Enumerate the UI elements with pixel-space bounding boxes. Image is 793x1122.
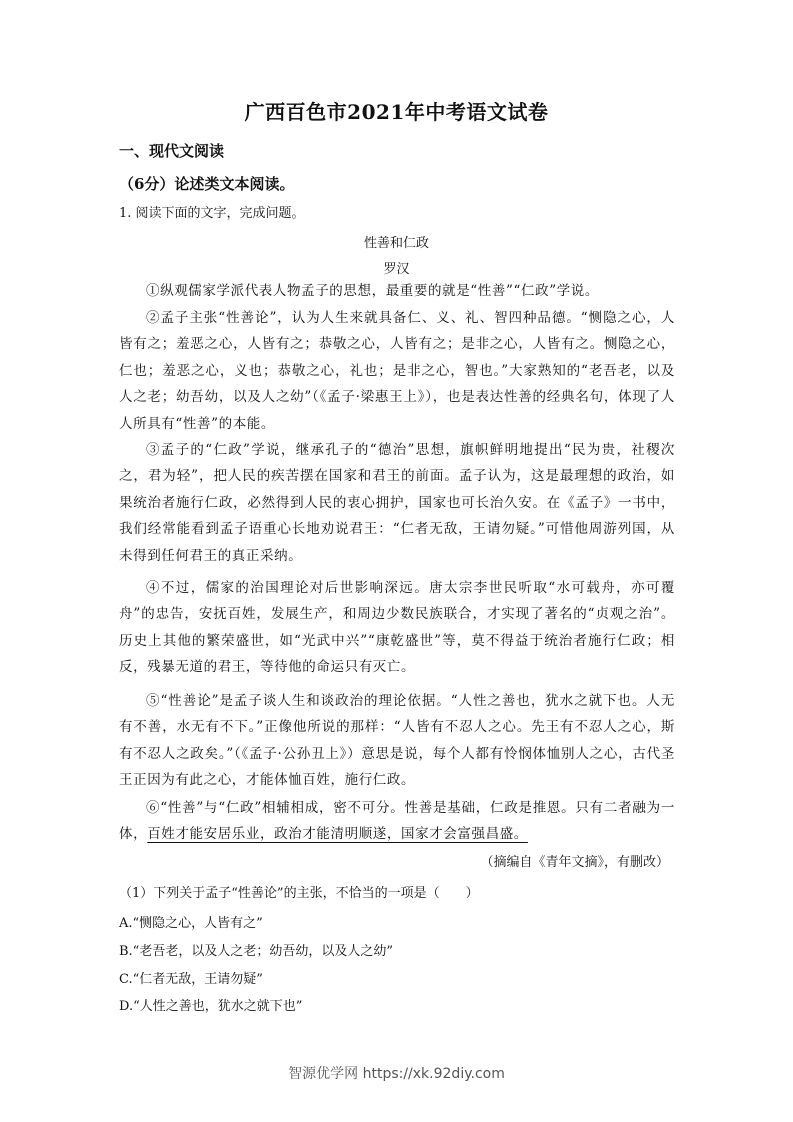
article-author: 罗汉 <box>383 262 410 277</box>
article-source: （摘编自《青年文摘》，有删改） <box>480 855 669 870</box>
underlined-sentence: 百姓才能安居乐业，政治才能清明顺遂，国家才会富强昌盛。 <box>147 826 528 843</box>
page-title: 广西百色市2021年中考语文试卷 <box>244 100 549 124</box>
article-paragraph-3: ③孟子的“仁政”学说，继承孔子的“德治”思想，旗帜鲜明地提出“民为贵，社稷次之，君为轻”，把人民的疾苦摆在国家和君王的前面。孟子认为，这是最理想的政治，如果统治者施行仁政，必然得到人民的衷心拥护，国家也可长治久安。在《孟子》一书中，我们经常能看到孟子语重心长地劝说君王：“仁者无敌，王请勿疑。”可惜他周游列国，从未得到任何君王的真正采纳。 <box>119 442 675 564</box>
question-instruction: 1. 阅读下面的文字，完成问题。 <box>119 206 305 221</box>
option-c: C.“仁者无敌，王请勿疑” <box>119 972 263 987</box>
option-a: A.“恻隐之心，人皆有之” <box>119 916 263 931</box>
section-heading: 一、现代文阅读 <box>119 142 225 160</box>
article-paragraph-2: ②孟子主张“性善论”，认为人生来就具备仁、义、礼、智四种品德。“恻隐之心，人皆有之；羞恶之心，人皆有之；恭敬之心，人皆有之；是非之心，人皆有之。恻隐之心，仁也；羞恶之心，义也；恭敬之心，礼也；是非之心，智也。”大家熟知的“老吾老，以及人之老；幼吾幼，以及人之幼”（《孟子·梁惠王上》），也是表达性善的经典名句，体现了人人所具有“性善”的本能。 <box>119 310 675 432</box>
footer-watermark: 智源优学网 https://xk.92diy.com <box>288 1066 505 1082</box>
subsection-heading: （6分）论述类文本阅读。 <box>119 175 295 193</box>
option-b: B.“老吾老，以及人之老；幼吾幼，以及人之幼” <box>119 944 393 959</box>
question-stem: （1）下列关于孟子“性善论”的主张，不恰当的一项是（ ） <box>119 886 479 901</box>
option-d: D.“人性之善也，犹水之就下也” <box>119 999 303 1014</box>
article-paragraph-1: ①纵观儒家学派代表人物孟子的思想，最重要的就是“性善”“仁政”学说。 <box>146 283 600 299</box>
article-paragraph-6 <box>119 795 675 848</box>
paragraph-6-lead: ⑥“性善”与“仁政”相辅相成，密不可分。性善是基础，仁政是推恩。只有二者融为一体， <box>119 800 675 843</box>
article-paragraph-5: ⑤“性善论”是孟子谈人生和谈政治的理论依据。“人性之善也，犹水之就下也。人无有不善，水无有不下。”正像他所说的那样：“人皆有不忍人之心。先王有不忍人之心，斯有不忍人之政矣。”（《孟子·公孙丑上》）意思是说，每个人都有怜悯体恤别人之心，古代圣王正因为有此之心，才能体恤百姓，施行仁政。 <box>119 693 675 789</box>
article-title: 性善和仁政 <box>363 236 429 251</box>
article-paragraph-4: ④不过，儒家的治国理论对后世影响深远。唐太宗李世民听取“水可载舟，亦可覆舟”的忠告，安抚百姓，发展生产，和周边少数民族联合，才实现了著名的“贞观之治”。历史上其他的繁荣盛世，如“光武中兴”“康乾盛世”等，莫不得益于统治者施行仁政；相反，残暴无道的君王，等待他的命运只有灭亡。 <box>119 580 675 676</box>
